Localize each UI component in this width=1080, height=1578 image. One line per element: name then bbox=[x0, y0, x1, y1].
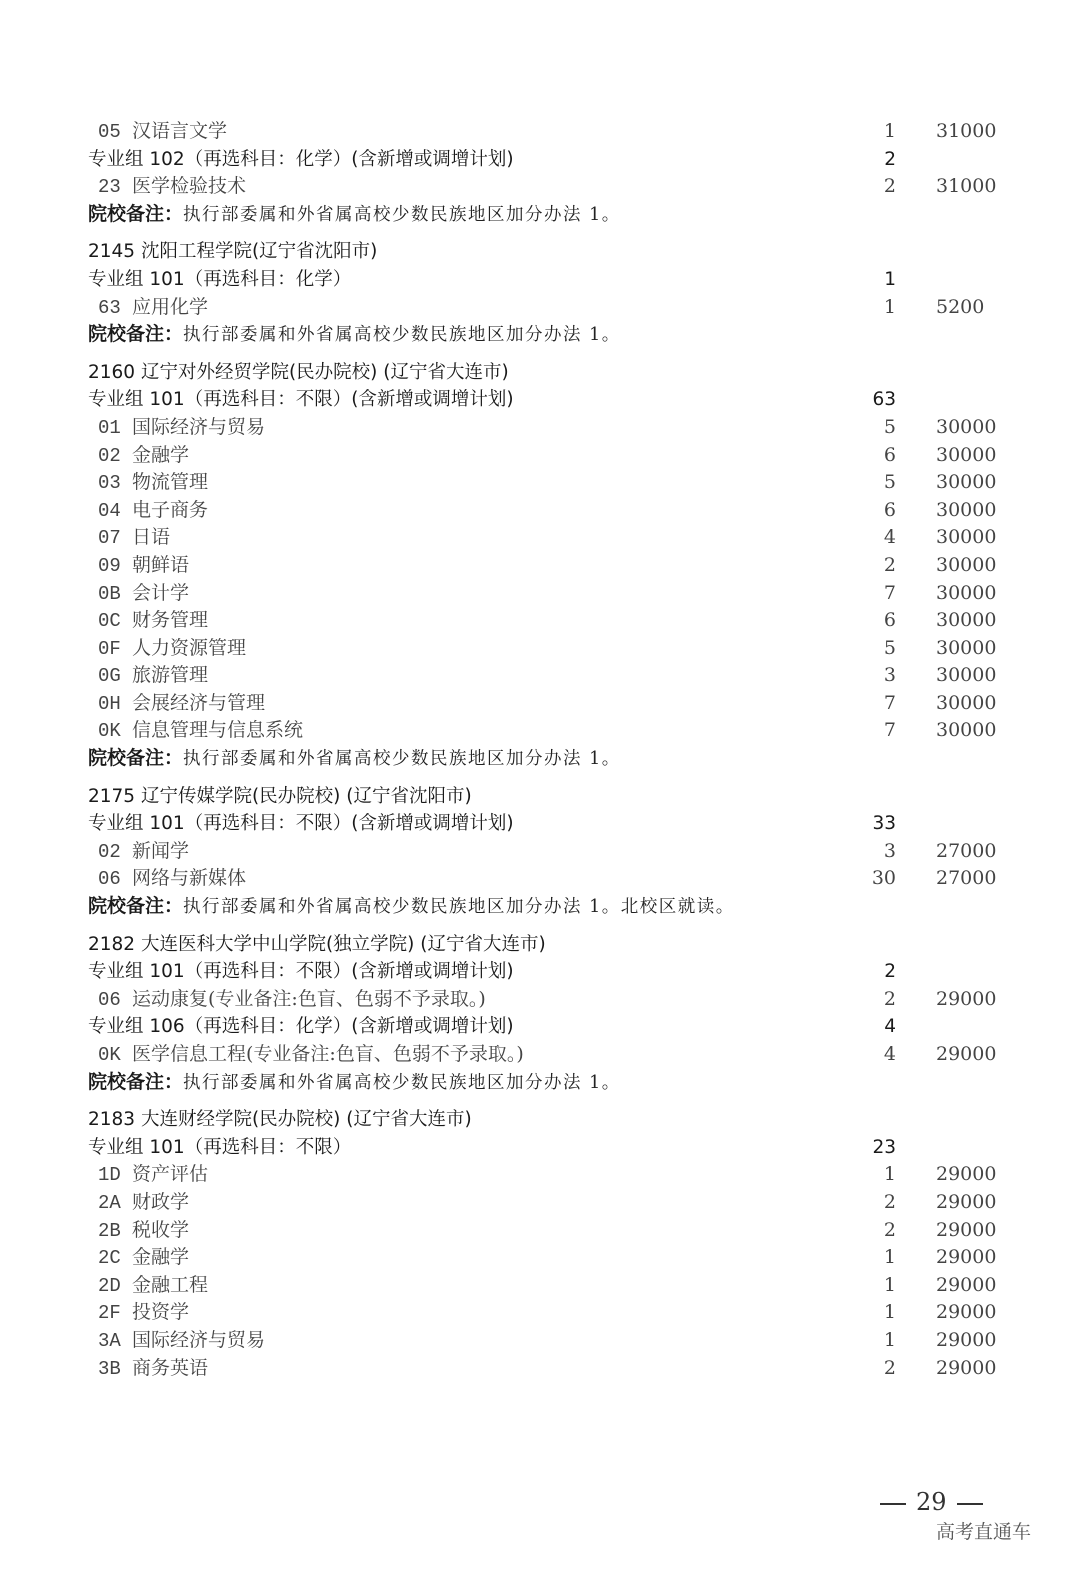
major-row bbox=[0, 469, 1080, 497]
major-label bbox=[98, 1217, 189, 1246]
group-plan-count: 63 bbox=[872, 389, 896, 411]
group-plan-count: 23 bbox=[872, 1136, 896, 1158]
plan-count: 3 bbox=[883, 664, 896, 687]
major-row bbox=[0, 173, 1080, 201]
school-note bbox=[88, 745, 621, 774]
tuition-fee: 30000 bbox=[936, 526, 997, 549]
major-row bbox=[0, 607, 1080, 635]
major-code: 2D bbox=[98, 1274, 121, 1297]
group-plan-count: 4 bbox=[884, 1016, 896, 1038]
major-label bbox=[98, 717, 303, 746]
major-row bbox=[0, 442, 1080, 470]
major-name: 资产评估 bbox=[132, 1163, 209, 1186]
school-note-label: 院校备注： bbox=[88, 747, 184, 770]
tuition-fee: 29000 bbox=[936, 1356, 997, 1379]
major-label bbox=[98, 497, 208, 526]
major-label bbox=[98, 414, 265, 443]
tuition-fee: 29000 bbox=[936, 987, 997, 1010]
school-note-label: 院校备注： bbox=[88, 202, 184, 225]
major-row bbox=[0, 865, 1080, 893]
tuition-fee: 27000 bbox=[936, 839, 997, 862]
major-row bbox=[0, 986, 1080, 1014]
major-group-row bbox=[0, 266, 1080, 294]
school-note-row bbox=[0, 1069, 1080, 1097]
tuition-fee: 5200 bbox=[936, 295, 985, 318]
major-code: 0B bbox=[98, 582, 121, 605]
major-row bbox=[0, 497, 1080, 525]
major-row bbox=[0, 1041, 1080, 1069]
plan-count: 5 bbox=[883, 471, 896, 494]
major-label bbox=[98, 469, 208, 498]
major-name: 金融学 bbox=[132, 1246, 190, 1269]
major-code: 09 bbox=[98, 554, 121, 577]
major-row bbox=[0, 552, 1080, 580]
plan-count: 1 bbox=[883, 295, 896, 318]
major-code: 3B bbox=[98, 1357, 121, 1380]
plan-count: 1 bbox=[883, 1328, 896, 1351]
tuition-fee: 30000 bbox=[936, 415, 997, 438]
major-row bbox=[0, 1217, 1080, 1245]
major-label bbox=[98, 1244, 189, 1273]
tuition-fee: 29000 bbox=[936, 1273, 997, 1296]
major-code: 1D bbox=[98, 1164, 121, 1187]
tuition-fee: 29000 bbox=[936, 1328, 997, 1351]
major-name: 信息管理与信息系统 bbox=[132, 719, 304, 742]
plan-count: 2 bbox=[883, 175, 896, 198]
plan-count: 2 bbox=[883, 1356, 896, 1379]
watermark-text: 高考直通车 bbox=[936, 1521, 1032, 1543]
major-label bbox=[98, 442, 189, 471]
major-label bbox=[98, 294, 208, 323]
major-label bbox=[98, 1189, 189, 1218]
major-label bbox=[98, 690, 265, 719]
major-name: 商务英语 bbox=[132, 1356, 209, 1379]
plan-count: 1 bbox=[883, 1301, 896, 1324]
major-name: 新闻学 bbox=[132, 839, 190, 862]
school-header-row bbox=[0, 359, 1080, 387]
major-label bbox=[98, 865, 246, 894]
major-name: 物流管理 bbox=[132, 471, 209, 494]
dash-left-decoration bbox=[880, 1503, 906, 1505]
tuition-fee: 30000 bbox=[936, 691, 997, 714]
school-note bbox=[88, 1069, 621, 1098]
section-spacer bbox=[0, 773, 1080, 783]
major-label bbox=[98, 173, 246, 202]
major-name: 朝鲜语 bbox=[132, 553, 190, 576]
major-code: 63 bbox=[98, 296, 121, 319]
major-label bbox=[98, 1161, 208, 1190]
school-header-row bbox=[0, 931, 1080, 959]
major-label bbox=[98, 552, 189, 581]
major-code: 0K bbox=[98, 1044, 121, 1066]
major-code: 04 bbox=[98, 499, 121, 522]
major-row bbox=[0, 662, 1080, 690]
major-code: 2B bbox=[98, 1219, 121, 1242]
plan-count: 2 bbox=[883, 987, 896, 1010]
school-note-row bbox=[0, 893, 1080, 921]
tuition-fee: 30000 bbox=[936, 443, 997, 466]
major-name: 投资学 bbox=[132, 1301, 190, 1324]
major-name: 金融学 bbox=[132, 443, 190, 466]
plan-count: 3 bbox=[883, 839, 896, 862]
tuition-fee: 29000 bbox=[936, 1190, 997, 1213]
tuition-fee: 30000 bbox=[936, 581, 997, 604]
tuition-fee: 29000 bbox=[936, 1043, 997, 1065]
plan-count: 4 bbox=[883, 526, 896, 549]
tuition-fee: 29000 bbox=[936, 1246, 997, 1269]
plan-count: 7 bbox=[883, 691, 896, 714]
plan-count: 7 bbox=[883, 581, 896, 604]
section-spacer bbox=[0, 228, 1080, 238]
major-group-row bbox=[0, 810, 1080, 838]
major-label bbox=[98, 838, 189, 867]
tuition-fee: 27000 bbox=[936, 867, 997, 890]
tuition-fee: 31000 bbox=[936, 175, 997, 198]
plan-count: 6 bbox=[883, 498, 896, 521]
major-code: 0K bbox=[98, 720, 121, 743]
tuition-fee: 30000 bbox=[936, 553, 997, 576]
major-label bbox=[98, 1272, 208, 1301]
major-name: 日语 bbox=[132, 526, 171, 549]
major-label bbox=[98, 118, 227, 147]
group-plan-count: 1 bbox=[884, 268, 896, 290]
major-row bbox=[0, 1161, 1080, 1189]
major-code: 3A bbox=[98, 1329, 121, 1352]
school-note-text: 执行部委属和外省属高校少数民族地区加分办法 1。 bbox=[183, 749, 621, 770]
major-name: 电子商务 bbox=[132, 498, 209, 521]
school-note-label: 院校备注： bbox=[88, 895, 184, 918]
major-code: 02 bbox=[98, 840, 121, 863]
major-code: 2C bbox=[98, 1247, 121, 1270]
school-note-row bbox=[0, 201, 1080, 229]
major-row bbox=[0, 1299, 1080, 1327]
major-row bbox=[0, 635, 1080, 663]
school-title: 2145 沈阳工程学院(辽宁省沈阳市) bbox=[88, 241, 378, 263]
major-group-title: 专业组 101（再选科目：不限）(含新增或调增计划) bbox=[88, 961, 514, 983]
page-number-text: 29 bbox=[916, 1488, 947, 1516]
major-code: 01 bbox=[98, 416, 121, 439]
plan-count: 5 bbox=[883, 636, 896, 659]
plan-count: 1 bbox=[883, 1163, 896, 1186]
major-code: 07 bbox=[98, 527, 121, 550]
major-group-title: 专业组 102（再选科目：化学）(含新增或调增计划) bbox=[88, 148, 514, 170]
major-label bbox=[98, 580, 189, 609]
major-row bbox=[0, 690, 1080, 718]
major-row bbox=[0, 414, 1080, 442]
group-plan-count: 2 bbox=[884, 961, 896, 983]
major-group-title: 专业组 106（再选科目：化学）(含新增或调增计划) bbox=[88, 1016, 514, 1038]
major-row bbox=[0, 1355, 1080, 1383]
tuition-fee: 30000 bbox=[936, 471, 997, 494]
major-group-row bbox=[0, 386, 1080, 414]
major-label bbox=[98, 1299, 189, 1328]
major-row bbox=[0, 838, 1080, 866]
major-label bbox=[98, 986, 486, 1015]
major-label bbox=[98, 1327, 265, 1356]
major-label bbox=[98, 662, 208, 691]
major-code: 0C bbox=[98, 610, 121, 633]
major-code: 05 bbox=[98, 121, 121, 143]
plan-count: 2 bbox=[883, 553, 896, 576]
plan-count: 6 bbox=[883, 609, 896, 632]
major-row bbox=[0, 717, 1080, 745]
school-note-label: 院校备注： bbox=[88, 323, 184, 346]
plan-count: 6 bbox=[883, 443, 896, 466]
major-name: 税收学 bbox=[132, 1218, 190, 1241]
dash-right-decoration bbox=[957, 1503, 983, 1505]
tuition-fee: 30000 bbox=[936, 609, 997, 632]
major-code: 2A bbox=[98, 1191, 121, 1214]
section-spacer bbox=[0, 921, 1080, 931]
page-number bbox=[870, 1488, 993, 1516]
school-note bbox=[88, 201, 621, 230]
major-name: 医学信息工程(专业备注:色盲、色弱不予录取。) bbox=[132, 1043, 524, 1065]
tuition-fee: 29000 bbox=[936, 1301, 997, 1324]
tuition-fee: 29000 bbox=[936, 1163, 997, 1186]
major-name: 会计学 bbox=[132, 581, 190, 604]
major-label bbox=[98, 635, 246, 664]
major-code: 06 bbox=[98, 988, 121, 1011]
plan-count: 7 bbox=[883, 719, 896, 742]
plan-count: 30 bbox=[871, 867, 896, 890]
school-header-row bbox=[0, 238, 1080, 266]
plan-count: 5 bbox=[883, 415, 896, 438]
major-name: 运动康复(专业备注:色盲、色弱不予录取。) bbox=[132, 987, 486, 1010]
plan-count: 2 bbox=[883, 1218, 896, 1241]
school-header-row bbox=[0, 783, 1080, 811]
major-name: 医学检验技术 bbox=[132, 175, 247, 198]
school-header-row bbox=[0, 1106, 1080, 1134]
plan-count: 1 bbox=[883, 1246, 896, 1269]
school-title: 2175 辽宁传媒学院(民办院校) (辽宁省沈阳市) bbox=[88, 785, 472, 807]
major-code: 23 bbox=[98, 176, 121, 199]
school-note-text: 执行部委属和外省属高校少数民族地区加分办法 1。 bbox=[183, 325, 621, 346]
major-group-row bbox=[0, 958, 1080, 986]
major-label bbox=[98, 1355, 208, 1384]
major-label bbox=[98, 524, 170, 553]
major-row bbox=[0, 524, 1080, 552]
section-spacer bbox=[0, 1096, 1080, 1106]
major-name: 财政学 bbox=[132, 1190, 190, 1213]
plan-count: 1 bbox=[883, 1273, 896, 1296]
major-row bbox=[0, 118, 1080, 146]
school-note-text: 执行部委属和外省属高校少数民族地区加分办法 1。北校区就读。 bbox=[183, 897, 735, 918]
major-group-row bbox=[0, 1013, 1080, 1041]
enrollment-plan-listing bbox=[0, 118, 1080, 1382]
major-row bbox=[0, 1244, 1080, 1272]
major-name: 国际经济与贸易 bbox=[132, 415, 266, 438]
major-row bbox=[0, 294, 1080, 322]
major-row bbox=[0, 1272, 1080, 1300]
major-name: 财务管理 bbox=[132, 609, 209, 632]
major-group-row bbox=[0, 146, 1080, 174]
major-code: 2F bbox=[98, 1302, 121, 1325]
plan-count: 4 bbox=[883, 1043, 896, 1065]
tuition-fee: 30000 bbox=[936, 719, 997, 742]
major-name: 会展经济与管理 bbox=[132, 691, 266, 714]
school-title: 2182 大连医科大学中山学院(独立学院) (辽宁省大连市) bbox=[88, 933, 546, 955]
major-label bbox=[98, 607, 208, 636]
major-code: 0H bbox=[98, 692, 121, 715]
school-note-text: 执行部委属和外省属高校少数民族地区加分办法 1。 bbox=[183, 204, 621, 225]
major-row bbox=[0, 1189, 1080, 1217]
major-group-row bbox=[0, 1134, 1080, 1162]
school-note bbox=[88, 893, 735, 922]
major-group-title: 专业组 101（再选科目：不限）(含新增或调增计划) bbox=[88, 389, 514, 411]
major-name: 汉语言文学 bbox=[132, 120, 228, 142]
major-code: 02 bbox=[98, 444, 121, 467]
school-title: 2160 辽宁对外经贸学院(民办院校) (辽宁省大连市) bbox=[88, 361, 509, 383]
major-name: 金融工程 bbox=[132, 1273, 209, 1296]
school-note bbox=[88, 321, 621, 350]
major-code: 06 bbox=[98, 868, 121, 891]
major-code: 0G bbox=[98, 665, 121, 688]
major-code: 03 bbox=[98, 472, 121, 495]
major-row bbox=[0, 580, 1080, 608]
tuition-fee: 30000 bbox=[936, 636, 997, 659]
plan-count: 1 bbox=[883, 120, 896, 142]
major-name: 人力资源管理 bbox=[132, 636, 247, 659]
tuition-fee: 30000 bbox=[936, 664, 997, 687]
major-group-title: 专业组 101（再选科目：不限）(含新增或调增计划) bbox=[88, 813, 514, 835]
major-name: 国际经济与贸易 bbox=[132, 1328, 266, 1351]
tuition-fee: 30000 bbox=[936, 498, 997, 521]
plan-count: 2 bbox=[883, 1190, 896, 1213]
group-plan-count: 33 bbox=[872, 813, 896, 835]
major-row bbox=[0, 1327, 1080, 1355]
tuition-fee: 31000 bbox=[936, 120, 997, 142]
major-label bbox=[98, 1041, 524, 1070]
major-group-title: 专业组 101（再选科目：不限） bbox=[88, 1136, 352, 1158]
major-name: 旅游管理 bbox=[132, 664, 209, 687]
school-note-row bbox=[0, 321, 1080, 349]
tuition-fee: 29000 bbox=[936, 1218, 997, 1241]
major-name: 网络与新媒体 bbox=[132, 867, 247, 890]
school-note-row bbox=[0, 745, 1080, 773]
school-note-label: 院校备注： bbox=[88, 1070, 184, 1093]
major-name: 应用化学 bbox=[132, 295, 209, 318]
school-note-text: 执行部委属和外省属高校少数民族地区加分办法 1。 bbox=[183, 1072, 621, 1093]
group-plan-count: 2 bbox=[884, 148, 896, 170]
major-group-title: 专业组 101（再选科目：化学） bbox=[88, 268, 352, 290]
school-title: 2183 大连财经学院(民办院校) (辽宁省大连市) bbox=[88, 1109, 472, 1131]
section-spacer bbox=[0, 349, 1080, 359]
major-code: 0F bbox=[98, 637, 121, 660]
